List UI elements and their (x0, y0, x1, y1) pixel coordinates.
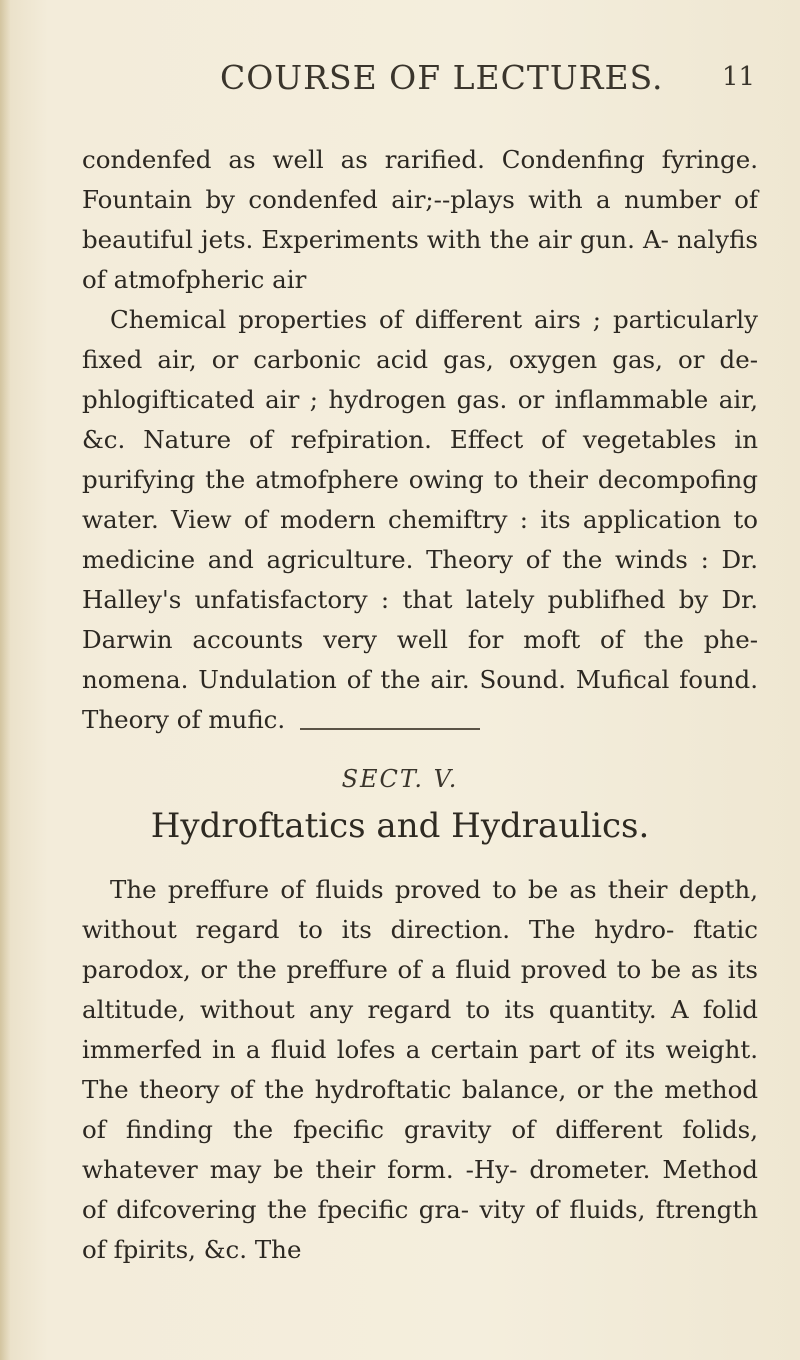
body-text-top (82, 140, 758, 740)
running-title: COURSE OF LECTURES. (220, 58, 664, 97)
body-text-bottom (82, 870, 758, 1270)
paragraph: Chemical properties of different airs ; particularly fixed air, or carbonic acid gas, oxygen gas, or de- phlogifticated air ; hydrogen gas. or inflammable air, &c. Nature of refpiration. Effect of vegetables in purifying the atmofphere owing to their decompofing water. View of modern chemiftry : its application to medicine and agriculture. Theory of the winds : Dr. Halley's unfatisfactory : that lately publifhed by Dr. Darwin accounts very well for moft of the phe- nomena. Undulation of the air. Sound. Mufical found. Theory of mufic. (82, 305, 758, 734)
paragraph: The preffure of fluids proved to be as their depth, without regard to its direction. The hydro- ftatic parodox, or the preffure of a fluid proved to be as its altitude, without any regard to its quantity. A folid immerfed in a fluid lofes a certain part of its weight. The theory of the hydroftatic balance, or the method of finding the fpecific gravity of different folids, whatever may be their form. -Hy- drometer. Method of difcovering the fpecific gra- vity of fluids, ftrength of fpirits, &c. The (82, 875, 758, 1264)
section-title: Hydroftatics and Hydraulics. (150, 806, 650, 846)
section-label: SECT. V. (341, 765, 459, 793)
section-divider (300, 728, 480, 730)
page-number: 11 (722, 62, 756, 92)
paragraph: condenfed as well as rarified. Condenfing fyringe. Fountain by condenfed air;--plays with a number of beautiful jets. Experiments with the air gun. A- nalyfis of atmofpheric air (82, 145, 758, 294)
page-spine-shadow (0, 0, 10, 1360)
